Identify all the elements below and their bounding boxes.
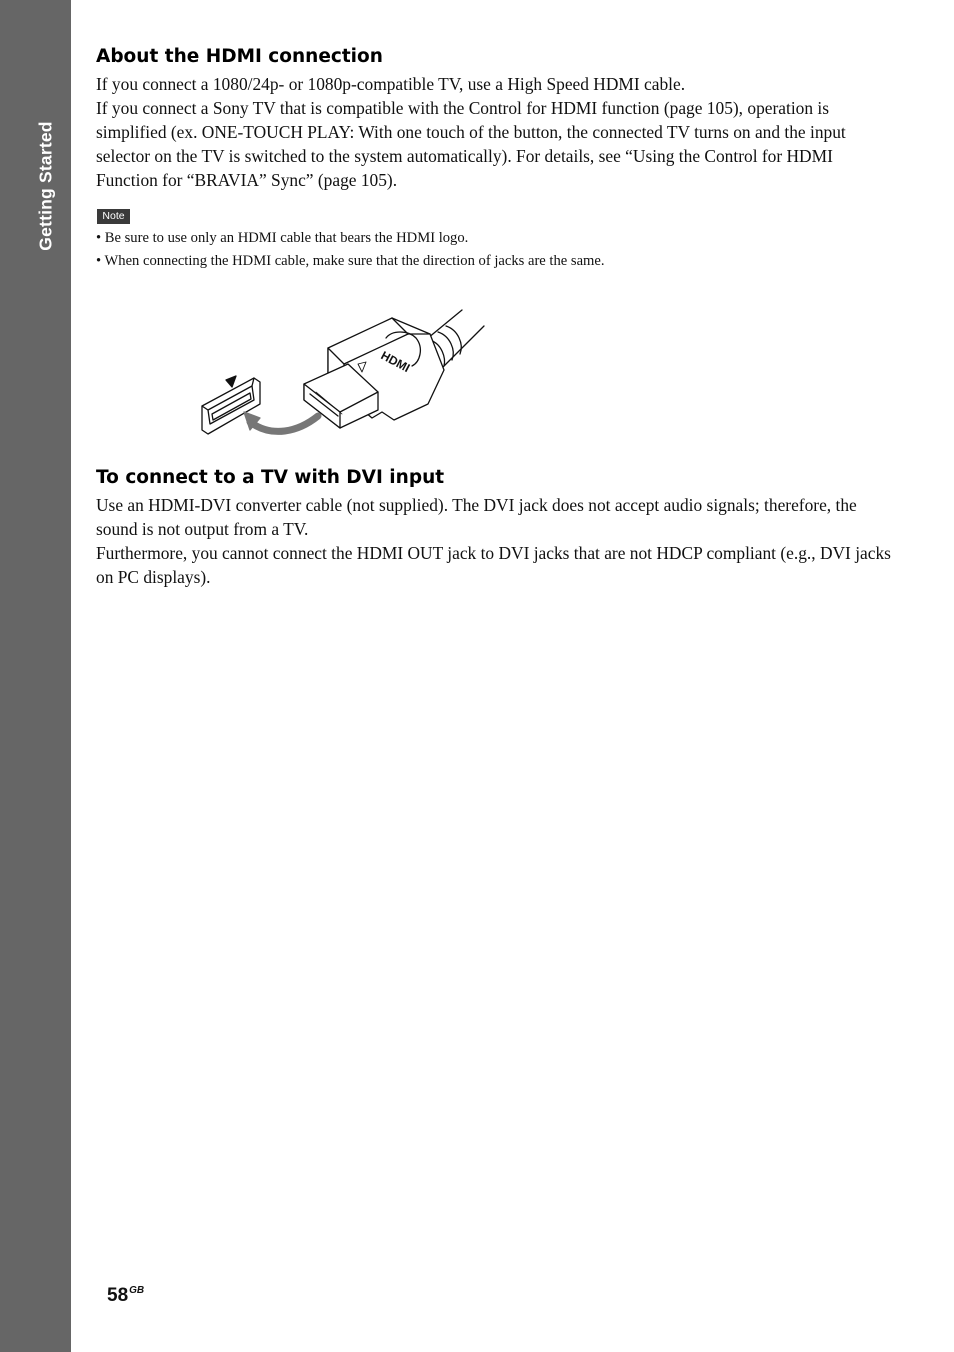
hdmi-cable-paragraph: If you connect a 1080/24p- or 1080p-compatible TV, use a High Speed HDMI cable.: [96, 74, 686, 94]
hdmi-logo-text: HDMI: [378, 348, 413, 376]
section-tab-label: Getting Started: [35, 121, 56, 251]
control-for-hdmi-paragraph: If you connect a Sony TV that is compatible with the Control for HDMI function (page 105), operation is simplified (ex. ONE-TOUCH PLAY: With one touch of the button, the connected TV turns on and the input selector on the TV is switched to the system automatically). For details, see “Using the Control for HDMI Function for “BRAVIA” Sync” (page 105).: [96, 98, 846, 190]
page-number: [107, 1285, 144, 1307]
note-badge: Note: [97, 209, 130, 224]
note-item: • Be sure to use only an HDMI cable that bears the HDMI logo.: [96, 230, 469, 246]
side-tab: [0, 0, 71, 1352]
hdmi-connection-heading: About the HDMI connection: [96, 46, 383, 67]
page-number-suffix: GB: [129, 1285, 145, 1296]
hdmi-connector-illustration: [194, 300, 494, 442]
note-item: • When connecting the HDMI cable, make sure that the direction of jacks are the same.: [96, 253, 605, 269]
dvi-converter-paragraph: Use an HDMI-DVI converter cable (not supplied). The DVI jack does not accept audio signals; therefore, the sound is not output from a TV.: [96, 495, 857, 539]
dvi-input-heading: To connect to a TV with DVI input: [96, 467, 445, 488]
hdcp-paragraph: Furthermore, you cannot connect the HDMI OUT jack to DVI jacks that are not HDCP compliant (e.g., DVI jacks on PC displays).: [96, 543, 891, 587]
page-number-value: 58: [107, 1285, 129, 1306]
